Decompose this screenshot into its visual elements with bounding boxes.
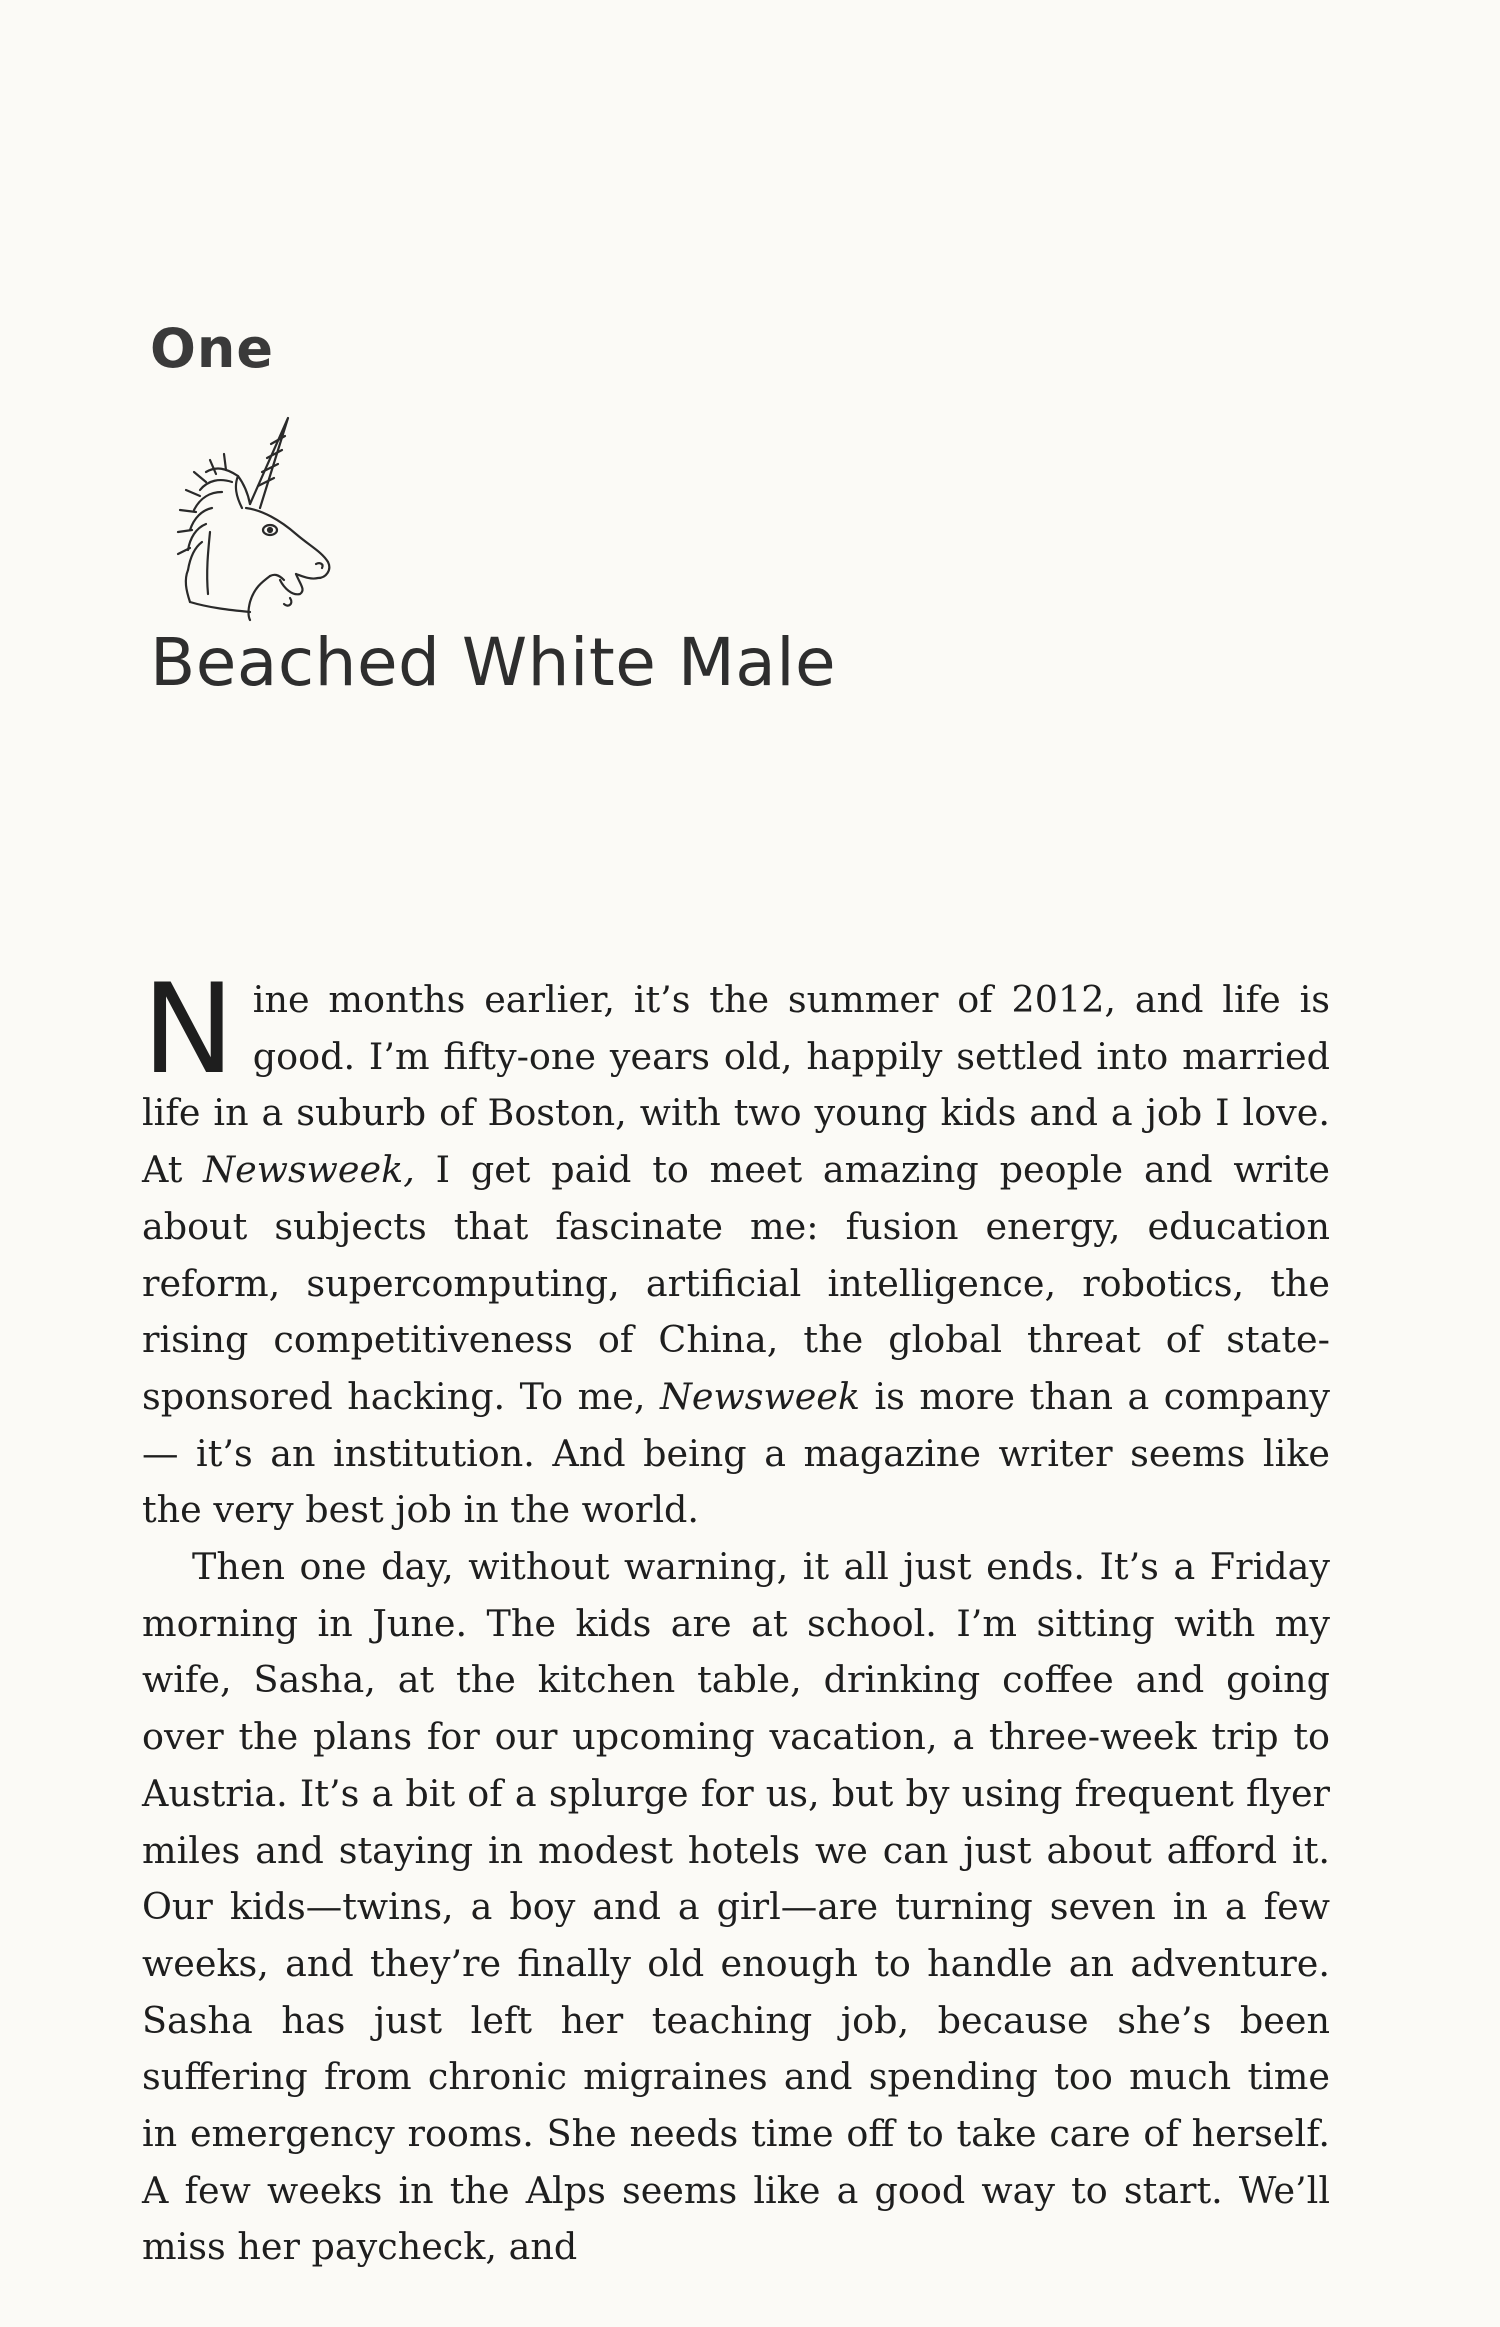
paragraph-1-text-c: is more than a company— it’s an institution. And being a magazine writer seems like the very best job in the world. (142, 1374, 1330, 1532)
unicorn-head-icon (150, 412, 340, 622)
chapter-title: Beached White Male (150, 624, 837, 701)
chapter-number: One (150, 317, 274, 380)
drop-cap: N (142, 958, 235, 1102)
paragraph-2: Then one day, without warning, it all just ends. It’s a Friday morning in June. The kids are at school. I’m sitting with my wife, Sasha, at the kitchen table, drinking coffee and going over the plans for our upcoming vacation, a three-week trip to Austria. It’s a bit of a splurge for us, but by using frequent flyer miles and staying in modest hotels we can just about afford it. Our kids—twins, a boy and a girl—are turning seven in a few weeks, and they’re finally old enough to handle an adventure. Sasha has just left her teaching job, because she’s been suffering from chronic migraines and spending too much time in emergency rooms. She needs time off to take care of herself. A few weeks in the Alps seems like a good way to start. We’ll miss her paycheck, and (142, 1545, 1330, 2269)
newsweek-italic-2: Newsweek (659, 1374, 861, 1418)
chapter-body-text (142, 958, 1330, 2276)
paragraph-1-text-a: ine months earlier, it’s the summer of 2012, and life is good. I’m fifty-one years old, happily settled into married life in a suburb of Boston, with two young kids and a job I love. At (142, 978, 1330, 1192)
paragraph-1-text-b: I get paid to meet amazing people and write about subjects that fascinate me: fusion energy, education reform, supercomputing, artificial intelligence, robotics, the rising competitiveness of China, the global threat of state-sponsored hacking. To me, (142, 1148, 1330, 1418)
newsweek-italic-1: Newsweek, (203, 1148, 415, 1192)
paragraph-1 (142, 958, 1330, 1539)
